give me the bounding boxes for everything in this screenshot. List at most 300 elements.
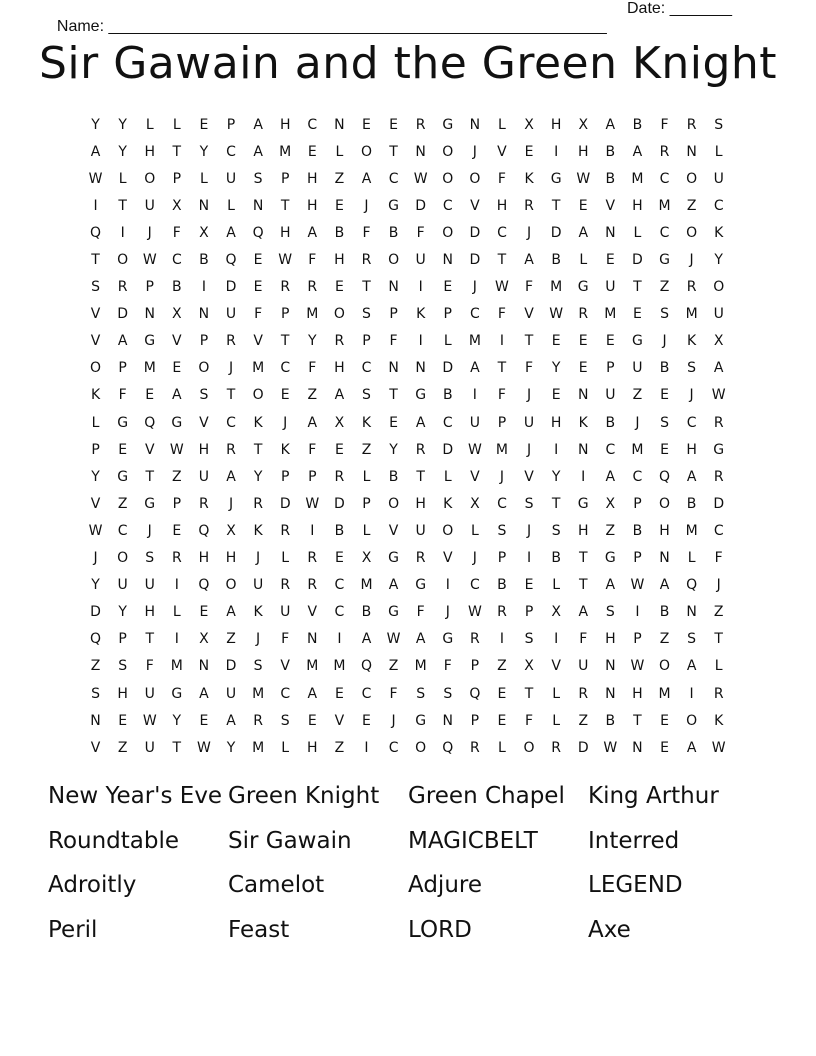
grid-letter: D	[550, 224, 562, 241]
grid-letter: W	[169, 441, 184, 458]
grid-letter: O	[469, 170, 481, 187]
grid-letter: G	[631, 333, 643, 350]
grid-letter: Z	[307, 387, 318, 404]
grid-letter: B	[605, 414, 616, 431]
word-bank-item: Camelot	[228, 872, 325, 898]
grid-letter: I	[364, 739, 369, 756]
grid-letter: S	[416, 685, 426, 702]
grid-letter: C	[307, 116, 318, 133]
grid-letter: L	[552, 712, 561, 729]
grid-letter: X	[605, 495, 616, 512]
grid-letter: C	[497, 495, 507, 512]
grid-letter: Y	[118, 604, 127, 621]
grid-letter: G	[442, 116, 454, 133]
grid-letter: K	[361, 414, 372, 431]
grid-letter: W	[711, 387, 726, 404]
grid-letter: H	[198, 441, 210, 458]
grid-letter: W	[88, 170, 103, 187]
grid-letter: F	[172, 224, 181, 241]
grid-letter: A	[659, 577, 670, 594]
grid-letter: Q	[442, 739, 454, 756]
grid-letter: P	[362, 333, 371, 350]
grid-letter: C	[659, 224, 670, 241]
grid-letter: R	[551, 739, 561, 756]
grid-letter: X	[199, 224, 209, 241]
grid-letter: L	[443, 468, 452, 485]
grid-letter: G	[388, 604, 399, 621]
grid-letter: N	[686, 604, 697, 621]
grid-letter: H	[144, 604, 155, 621]
grid-letter: E	[632, 306, 642, 323]
grid-letter: H	[632, 685, 643, 702]
grid-letter: A	[632, 143, 643, 160]
grid-letter: U	[415, 522, 426, 539]
grid-letter: I	[174, 577, 179, 594]
grid-letter: J	[689, 252, 694, 269]
grid-letter: C	[117, 522, 128, 539]
grid-letter: I	[581, 468, 586, 485]
grid-letter: S	[660, 306, 669, 323]
grid-letter: M	[279, 143, 292, 160]
grid-letter: B	[659, 360, 670, 377]
grid-letter: U	[713, 170, 724, 187]
grid-letter: M	[468, 333, 481, 350]
grid-letter: I	[120, 224, 125, 241]
grid-letter: K	[714, 224, 724, 241]
grid-letter: I	[445, 577, 450, 594]
grid-letter: P	[280, 306, 290, 323]
grid-letter: N	[632, 739, 643, 756]
grid-letter: F	[525, 360, 534, 377]
grid-letter: N	[659, 550, 670, 567]
grid-letter: A	[226, 604, 236, 621]
word-bank-item: Interred	[588, 827, 680, 854]
grid-letter: T	[389, 143, 398, 160]
grid-letter: A	[686, 658, 697, 675]
word-bank-item: Roundtable	[48, 827, 180, 854]
grid-letter: G	[577, 279, 589, 296]
grid-letter: Y	[389, 441, 398, 458]
grid-letter: X	[578, 116, 589, 133]
grid-letter: F	[497, 170, 506, 187]
grid-letter: P	[389, 306, 398, 323]
grid-letter: R	[226, 333, 236, 350]
grid-letter: E	[253, 252, 263, 269]
grid-letter: R	[415, 550, 426, 567]
grid-letter: M	[685, 522, 698, 539]
grid-letter: R	[334, 333, 345, 350]
grid-letter: J	[93, 550, 98, 567]
grid-letter: W	[142, 712, 157, 729]
grid-letter: B	[334, 522, 345, 539]
grid-letter: W	[142, 252, 157, 269]
grid-letter: E	[551, 387, 561, 404]
grid-letter: O	[117, 252, 129, 269]
grid-letter: U	[225, 170, 237, 187]
grid-letter: Y	[714, 252, 723, 269]
grid-letter: H	[415, 495, 426, 512]
grid-letter: Z	[659, 631, 670, 648]
grid-letter: O	[442, 224, 454, 241]
grid-letter: P	[172, 170, 182, 187]
grid-letter: Q	[225, 252, 237, 269]
grid-letter: N	[90, 712, 101, 729]
grid-letter: C	[226, 414, 236, 431]
grid-letter: G	[713, 441, 725, 458]
grid-letter: L	[687, 550, 696, 567]
grid-letter: A	[334, 387, 345, 404]
grid-letter: E	[578, 333, 588, 350]
grid-letter: T	[578, 577, 588, 594]
grid-letter: S	[524, 631, 534, 648]
grid-letter: A	[172, 387, 182, 404]
word-bank-item: Peril	[48, 916, 98, 943]
grid-letter: T	[145, 468, 155, 485]
grid-letter: F	[443, 658, 452, 675]
grid-letter: U	[605, 387, 616, 404]
grid-letter: K	[253, 522, 263, 539]
grid-letter: P	[524, 604, 534, 621]
grid-letter: Y	[91, 116, 100, 133]
grid-letter: G	[415, 712, 427, 729]
grid-letter: R	[280, 279, 291, 296]
grid-letter: N	[605, 224, 616, 241]
word-bank-item: Adroitly	[48, 872, 137, 898]
grid-letter: W	[630, 658, 645, 675]
grid-letter: O	[442, 522, 454, 539]
grid-letter: Y	[551, 468, 561, 485]
grid-letter: Z	[90, 658, 101, 675]
grid-letter: D	[279, 495, 291, 512]
grid-letter: W	[549, 306, 564, 323]
grid-letter: Z	[578, 712, 589, 729]
grid-letter: U	[605, 279, 616, 296]
grid-letter: U	[578, 658, 589, 675]
grid-letter: O	[360, 143, 372, 160]
grid-letter: H	[198, 550, 210, 567]
grid-letter: N	[198, 658, 210, 675]
grid-letter: B	[551, 550, 561, 567]
grid-letter: W	[88, 522, 103, 539]
grid-letter: F	[389, 685, 398, 702]
grid-letter: O	[686, 170, 698, 187]
grid-letter: Z	[361, 441, 372, 458]
grid-letter: C	[171, 252, 182, 269]
grid-letter: A	[253, 143, 263, 160]
grid-letter: J	[256, 631, 261, 648]
grid-letter: O	[117, 550, 129, 567]
grid-letter: M	[495, 441, 508, 458]
grid-letter: I	[472, 387, 477, 404]
grid-letter: E	[334, 441, 344, 458]
grid-letter: D	[469, 252, 481, 269]
grid-letter: A	[307, 224, 318, 241]
grid-letter: O	[198, 360, 210, 377]
grid-letter: I	[554, 143, 559, 160]
grid-letter: H	[279, 224, 291, 241]
grid-letter: X	[524, 116, 534, 133]
grid-letter: A	[415, 414, 426, 431]
grid-letter: R	[686, 116, 697, 133]
grid-letter: K	[280, 441, 290, 458]
grid-letter: J	[228, 360, 234, 377]
grid-letter: T	[578, 550, 588, 567]
grid-letter: J	[526, 522, 532, 539]
grid-letter: B	[605, 143, 616, 160]
grid-letter: R	[307, 550, 318, 567]
grid-letter: X	[551, 604, 561, 621]
word-bank-item: Feast	[228, 916, 290, 943]
grid-letter: R	[307, 279, 318, 296]
grid-letter: X	[199, 631, 209, 648]
grid-letter: F	[118, 387, 127, 404]
letter-grid	[82, 111, 732, 761]
grid-letter: T	[389, 387, 398, 404]
grid-letter: O	[388, 252, 400, 269]
grid-letter: Y	[199, 143, 209, 160]
grid-letter: M	[252, 360, 265, 377]
grid-letter: L	[552, 685, 561, 702]
grid-letter: E	[524, 143, 534, 160]
grid-letter: L	[498, 739, 506, 756]
grid-letter: J	[526, 387, 532, 404]
grid-letter: V	[388, 522, 399, 539]
grid-letter: S	[551, 522, 561, 539]
grid-letter: W	[467, 604, 482, 621]
grid-letter: L	[227, 197, 235, 214]
grid-letter: N	[686, 143, 697, 160]
grid-letter: F	[497, 387, 506, 404]
grid-letter: R	[469, 631, 480, 648]
grid-letter: J	[283, 414, 288, 431]
grid-letter: U	[225, 306, 237, 323]
grid-letter: E	[389, 116, 398, 133]
grid-letter: S	[660, 414, 669, 431]
grid-letter: P	[280, 468, 290, 485]
grid-letter: V	[524, 306, 534, 323]
grid-letter: L	[172, 116, 181, 133]
grid-letter: E	[145, 387, 155, 404]
grid-letter: Y	[91, 577, 100, 594]
grid-letter: V	[605, 197, 616, 214]
grid-letter: H	[686, 441, 697, 458]
grid-letter: B	[551, 252, 561, 269]
grid-letter: G	[171, 685, 183, 702]
grid-letter: W	[711, 739, 726, 756]
grid-letter: Q	[469, 685, 481, 702]
grid-letter: O	[442, 170, 454, 187]
grid-letter: U	[523, 414, 535, 431]
grid-letter: M	[252, 685, 265, 702]
grid-letter: P	[470, 658, 480, 675]
grid-letter: N	[605, 658, 616, 675]
grid-letter: B	[605, 170, 616, 187]
grid-letter: F	[497, 306, 506, 323]
grid-letter: H	[605, 631, 616, 648]
word-bank-item: LEGEND	[588, 872, 683, 898]
grid-letter: F	[281, 631, 290, 648]
grid-letter: V	[253, 333, 263, 350]
grid-letter: A	[253, 116, 263, 133]
grid-letter: N	[605, 685, 616, 702]
grid-letter: C	[442, 197, 453, 214]
grid-letter: W	[386, 631, 401, 648]
grid-letter: I	[418, 279, 423, 296]
grid-letter: K	[578, 414, 588, 431]
grid-letter: A	[361, 170, 372, 187]
name-field-label: Name: ________________________________________________________	[56, 18, 607, 35]
grid-letter: V	[551, 658, 561, 675]
grid-letter: O	[523, 739, 535, 756]
grid-letter: A	[226, 224, 236, 241]
grid-letter: F	[416, 604, 425, 621]
grid-letter: K	[253, 414, 263, 431]
grid-letter: D	[334, 495, 345, 512]
grid-letter: E	[172, 522, 182, 539]
grid-letter: V	[90, 739, 101, 756]
grid-letter: P	[633, 550, 642, 567]
grid-letter: R	[117, 279, 128, 296]
grid-letter: P	[145, 279, 154, 296]
grid-letter: Q	[144, 414, 156, 431]
grid-letter: C	[469, 306, 480, 323]
grid-letter: V	[307, 604, 318, 621]
grid-letter: T	[633, 712, 642, 729]
grid-letter: H	[496, 197, 508, 214]
grid-letter: H	[307, 739, 318, 756]
grid-letter: M	[306, 306, 319, 323]
grid-letter: T	[91, 252, 100, 269]
grid-letter: R	[578, 685, 589, 702]
grid-letter: T	[253, 441, 263, 458]
grid-letter: H	[632, 197, 643, 214]
grid-letter: R	[713, 414, 724, 431]
grid-letter: M	[170, 658, 183, 675]
grid-letter: T	[551, 495, 561, 512]
grid-letter: O	[90, 360, 102, 377]
grid-letter: Z	[226, 631, 236, 648]
grid-letter: C	[334, 604, 345, 621]
grid-letter: C	[226, 143, 236, 160]
grid-letter: R	[659, 143, 670, 160]
grid-letter: E	[118, 441, 128, 458]
grid-letter: B	[334, 224, 345, 241]
grid-letter: F	[145, 658, 154, 675]
grid-letter: Z	[334, 739, 345, 756]
grid-letter: J	[445, 604, 450, 621]
grid-letter: M	[685, 306, 698, 323]
grid-letter: T	[714, 631, 723, 648]
grid-letter: L	[335, 143, 344, 160]
grid-letter: V	[470, 468, 480, 485]
grid-letter: O	[252, 387, 264, 404]
grid-letter: U	[225, 685, 237, 702]
grid-letter: S	[362, 387, 371, 404]
grid-letter: N	[577, 441, 589, 458]
grid-letter: P	[443, 306, 452, 323]
date-field-label: Date: _______	[627, 0, 732, 17]
grid-letter: N	[198, 197, 210, 214]
grid-letter: N	[334, 116, 345, 133]
grid-letter: E	[362, 712, 371, 729]
grid-letter: M	[143, 360, 156, 377]
grid-letter: A	[90, 143, 101, 160]
grid-letter: K	[714, 712, 724, 729]
grid-letter: H	[577, 143, 589, 160]
grid-letter: T	[524, 333, 534, 350]
grid-letter: H	[279, 116, 291, 133]
grid-letter: T	[362, 279, 371, 296]
grid-letter: A	[388, 577, 399, 594]
grid-letter: Q	[198, 522, 210, 539]
grid-letter: U	[252, 577, 264, 594]
grid-letter: Z	[686, 197, 697, 214]
grid-letter: X	[334, 414, 345, 431]
grid-letter: K	[253, 604, 263, 621]
grid-letter: Q	[686, 577, 698, 594]
grid-letter: S	[253, 170, 263, 187]
grid-letter: U	[469, 414, 480, 431]
grid-letter: P	[633, 631, 642, 648]
grid-letter: R	[334, 468, 345, 485]
grid-letter: L	[281, 739, 290, 756]
grid-letter: S	[118, 658, 128, 675]
grid-letter: I	[418, 333, 423, 350]
grid-letter: A	[117, 333, 128, 350]
grid-letter: Z	[388, 658, 399, 675]
grid-letter: P	[606, 360, 615, 377]
grid-letter: M	[333, 658, 346, 675]
grid-letter: T	[524, 685, 534, 702]
grid-letter: P	[118, 631, 127, 648]
grid-letter: S	[687, 360, 697, 377]
grid-letter: D	[225, 279, 237, 296]
grid-letter: V	[280, 658, 290, 675]
grid-letter: X	[361, 550, 372, 567]
grid-letter: P	[91, 441, 100, 458]
grid-letter: F	[525, 279, 534, 296]
grid-letter: P	[308, 468, 317, 485]
grid-letter: P	[497, 550, 507, 567]
grid-letter: N	[577, 387, 589, 404]
grid-letter: I	[635, 604, 640, 621]
grid-letter: J	[256, 550, 261, 567]
grid-letter: E	[280, 387, 290, 404]
grid-letter: N	[442, 712, 453, 729]
grid-letter: G	[388, 550, 399, 567]
grid-letter: N	[415, 360, 426, 377]
grid-letter: O	[659, 495, 671, 512]
grid-letter: C	[713, 197, 724, 214]
grid-letter: V	[524, 468, 534, 485]
grid-letter: B	[388, 224, 399, 241]
grid-letter: B	[632, 116, 643, 133]
grid-letter: A	[524, 252, 534, 269]
grid-letter: R	[280, 577, 291, 594]
grid-letter: U	[415, 252, 426, 269]
grid-letter: J	[228, 495, 234, 512]
grid-letter: L	[498, 116, 506, 133]
grid-letter: B	[605, 712, 616, 729]
grid-letter: D	[577, 739, 589, 756]
word-bank-item: Green Knight	[228, 783, 380, 809]
grid-letter: H	[550, 414, 562, 431]
grid-letter: L	[470, 522, 479, 539]
word-bank-item: LORD	[408, 916, 472, 943]
grid-letter: C	[280, 360, 291, 377]
grid-letter: W	[630, 577, 645, 594]
grid-letter: W	[467, 441, 482, 458]
